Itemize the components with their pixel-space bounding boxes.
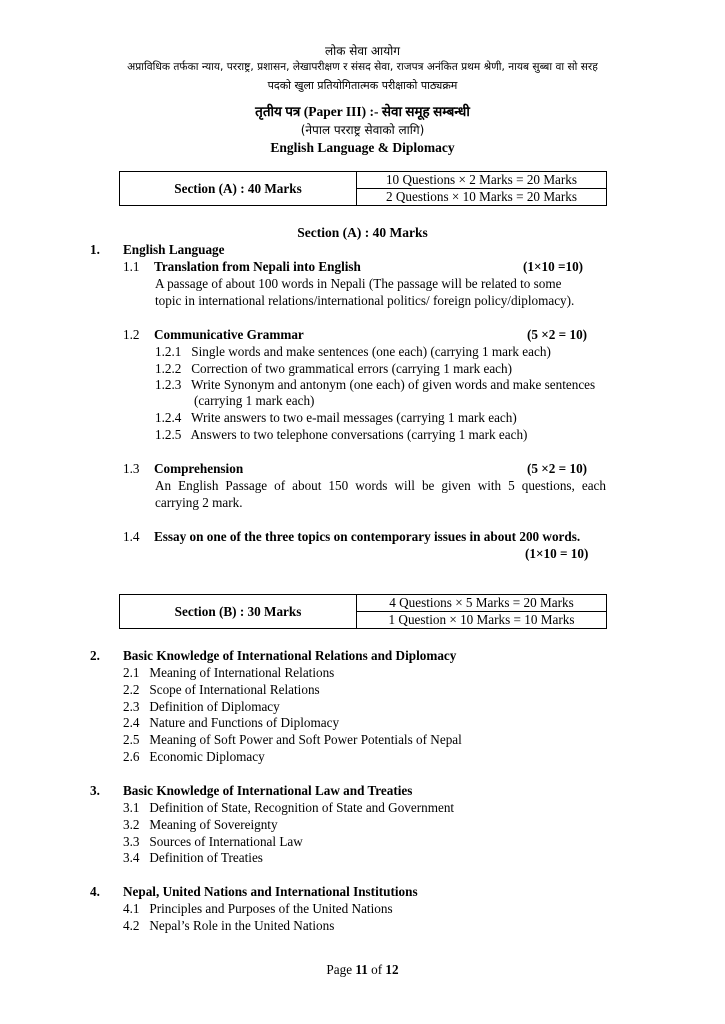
paper-title: तृतीय पत्र (Paper III) :- सेवा समूह सम्बन्धी: [255, 104, 470, 119]
item-1-2-1: 1.2.1 Single words and make sentences (one each) (carrying 1 mark each): [155, 344, 551, 359]
list-item: 2.2 Scope of International Relations: [123, 682, 320, 697]
list-item: 2.5 Meaning of Soft Power and Soft Power Potentials of Nepal: [123, 732, 462, 747]
item-1-2-3: 1.2.3 Write Synonym and antonym (one each) of given words and make sentences: [155, 377, 596, 392]
footer-of: of: [367, 962, 386, 977]
section-2-title: Basic Knowledge of International Relations and Diplomacy: [123, 648, 457, 663]
item-1-3-number: 1.3: [123, 461, 140, 476]
item-1-4-marks: (1×10 = 10): [525, 546, 589, 561]
item-1-1-marks: (1×10 =10): [523, 259, 584, 274]
item-1-4-title: Essay on one of the three topics on contemporary issues in about 200 words.: [154, 529, 581, 544]
section-4-title: Nepal, United Nations and International Institutions: [123, 884, 418, 899]
section-1-number: 1.: [90, 242, 100, 257]
item-1-2-5: 1.2.5 Answers to two telephone conversations (carrying 1 mark each): [155, 427, 528, 442]
item-1-1-text-2: topic in international relations/international politics/ foreign policy/diplomacy).: [155, 293, 575, 308]
list-item: 3.4 Definition of Treaties: [123, 850, 263, 865]
subject-title: English Language & Diplomacy: [270, 140, 455, 155]
section-b-label: Section (B) : 30 Marks: [120, 595, 357, 629]
item-1-3-title: Comprehension: [154, 461, 244, 476]
section-2-number: 2.: [90, 648, 100, 663]
exam-description: अप्राविधिक तर्फका न्याय, परराष्ट्र, प्रशासन, लेखापरीक्षण र संसद सेवा, राजपत्र अनंकित प्रथम श्रेणी, नायब सुब्बा वा सो सरह: [127, 61, 598, 73]
item-1-1-text-1: A passage of about 100 words in Nepali (The passage will be related to some: [155, 276, 562, 291]
section-a-marks-table: [119, 171, 607, 206]
section-a-label: Section (A) : 40 Marks: [120, 172, 357, 206]
list-item: 3.3 Sources of International Law: [123, 834, 303, 849]
list-item: 4.1 Principles and Purposes of the United Nations: [123, 901, 393, 916]
section-4-number: 4.: [90, 884, 100, 899]
item-1-2-number: 1.2: [123, 327, 140, 342]
section-3-number: 3.: [90, 783, 100, 798]
section-a-title: Section (A) : 40 Marks: [297, 225, 428, 240]
section-b-row1: 4 Questions × 5 Marks = 20 Marks: [357, 595, 607, 612]
list-item: 2.6 Economic Diplomacy: [123, 749, 265, 764]
org-name: लोक सेवा आयोग: [324, 44, 401, 58]
page-footer: [0, 962, 725, 978]
footer-page-total: 12: [385, 962, 399, 977]
list-item: 2.4 Nature and Functions of Diplomacy: [123, 715, 340, 730]
footer-page-label: Page: [326, 962, 356, 977]
item-1-2-title: Communicative Grammar: [154, 327, 304, 342]
item-1-2-3-cont: (carrying 1 mark each): [194, 393, 315, 408]
list-item: 2.1 Meaning of International Relations: [123, 665, 335, 680]
exam-description-cont: पदको खुला प्रतियोगितात्मक परीक्षाको पाठ्यक्रम: [267, 79, 458, 92]
service-name: (नेपाल परराष्ट्र सेवाको लागि): [300, 123, 425, 137]
section-3-title: Basic Knowledge of International Law and Treaties: [123, 783, 413, 798]
list-item: 2.3 Definition of Diplomacy: [123, 699, 280, 714]
item-1-3-text-2: carrying 2 mark.: [155, 495, 243, 510]
section-1-title: English Language: [123, 242, 225, 257]
section-a-row1: 10 Questions × 2 Marks = 20 Marks: [357, 172, 607, 189]
item-1-3-text-1: An English Passage of about 150 words will be given with 5 questions, each: [155, 478, 606, 493]
section-b-row2: 1 Question × 10 Marks = 10 Marks: [357, 612, 607, 629]
item-1-2-2: 1.2.2 Correction of two grammatical errors (carrying 1 mark each): [155, 361, 513, 376]
list-item: 3.1 Definition of State, Recognition of State and Government: [123, 800, 455, 815]
item-1-4-number: 1.4: [123, 529, 140, 544]
item-1-1-title: Translation from Nepali into English: [154, 259, 361, 274]
item-1-3-marks: (5 ×2 = 10): [527, 461, 588, 476]
section-b-marks-table: [119, 594, 607, 629]
item-1-2-marks: (5 ×2 = 10): [527, 327, 588, 342]
footer-page-number: 11: [355, 962, 368, 977]
list-item: 3.2 Meaning of Sovereignty: [123, 817, 278, 832]
list-item: 4.2 Nepal’s Role in the United Nations: [123, 918, 335, 933]
section-a-row2: 2 Questions × 10 Marks = 20 Marks: [357, 189, 607, 206]
item-1-1-number: 1.1: [123, 259, 140, 274]
item-1-2-4: 1.2.4 Write answers to two e-mail messages (carrying 1 mark each): [155, 410, 517, 425]
